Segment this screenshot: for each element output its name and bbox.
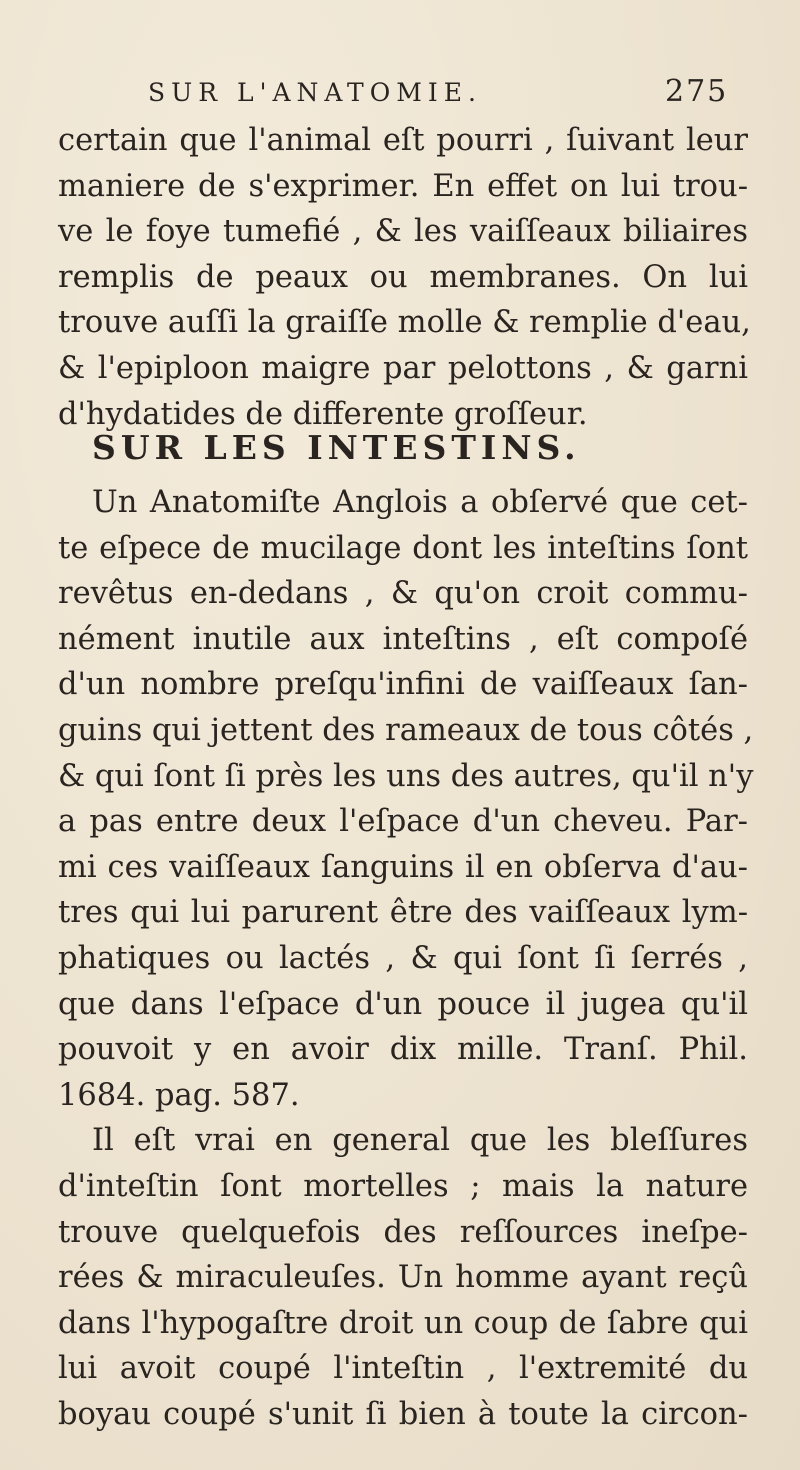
text-line: trouve quelquefois des reſſources ineſpe- (58, 1214, 748, 1250)
running-head (0, 70, 800, 116)
page-number: 275 (665, 74, 729, 109)
text-line: guins qui jettent des rameaux de tous côtés , (58, 712, 754, 748)
text-line: remplis de peaux ou membranes. On lui (58, 259, 748, 295)
text-line: Un Anatomiſte Anglois a obſervé que cet- (92, 485, 748, 520)
text-line: Il eſt vrai en general que les bleſſures (92, 1123, 748, 1159)
text-line: revêtus en-dedans , & qu'on croit commu- (58, 576, 748, 612)
running-head-title: SUR L'ANATOMIE. (148, 78, 482, 107)
text-line: dans l'hypogaſtre droit un coup de ſabre qui (58, 1305, 748, 1341)
text-line: & l'epiploon maigre par pelottons , & garni (58, 350, 748, 386)
text-line: a pas entre deux l'eſpace d'un cheveu. Par- (58, 804, 748, 840)
text-line: trouve auſſi la graiſſe molle & remplie d'eau, (58, 305, 751, 341)
text-line: lui avoit coupé l'inteſtin , l'extremité du (58, 1351, 748, 1387)
text-line: mi ces vaiſſeaux ſanguins il en obſerva d'au- (58, 849, 748, 885)
text-line: tres qui lui parurent être des vaiſſeaux lym- (58, 895, 748, 931)
text-line: d'inteſtin ſont mortelles ; mais la nature (58, 1168, 748, 1204)
text-line: pouvoit y en avoir dix mille. Tranſ. Phil. (58, 1032, 748, 1068)
text-line: te eſpece de mucilage dont les inteſtins ſont (58, 530, 748, 566)
text-line: nément inutile aux inteſtins , eſt compoſé (58, 621, 748, 657)
text-line: maniere de s'exprimer. En effet on lui trou- (58, 168, 748, 204)
text-line: d'un nombre preſqu'infini de vaiſſeaux ſan- (58, 667, 748, 703)
paragraph-1 (58, 118, 751, 437)
paragraph-2-and-3 (58, 480, 754, 1437)
text-line: d'hydatides de differente groſſeur. (58, 396, 588, 432)
text-line: phatiques ou lactés , & qui ſont ſi ſerrés , (58, 940, 748, 976)
text-line: certain que l'animal eſt pourri , ſuivant leur (58, 123, 748, 158)
text-line: & qui ſont ſi près les uns des autres, qu'il n'y (58, 758, 754, 794)
text-line: 1684. pag. 587. (58, 1077, 300, 1113)
section-heading: SUR LES INTESTINS. (92, 428, 581, 467)
text-line: rées & miraculeuſes. Un homme ayant reçû (58, 1260, 748, 1296)
text-line: que dans l'eſpace d'un pouce il jugea qu'il (58, 986, 748, 1022)
text-line: ve le foye tumefié , & les vaiſſeaux biliaires (58, 214, 748, 250)
text-line: boyau coupé s'unit ſi bien à toute la circon- (58, 1396, 748, 1432)
